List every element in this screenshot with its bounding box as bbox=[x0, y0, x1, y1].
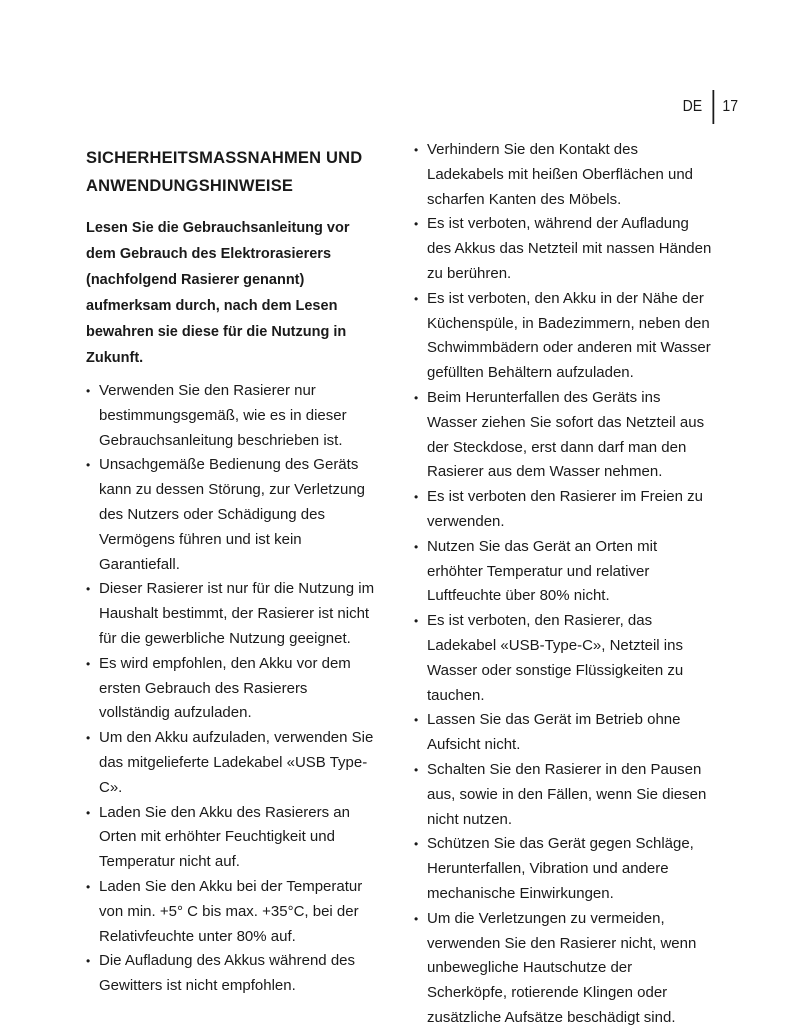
list-item: • Es wird empfohlen, den Akku vor dem ersten Gebrauch des Rasierers vollständig aufzuladen. bbox=[86, 652, 382, 726]
safety-list-left bbox=[86, 379, 382, 999]
list-item: • Schalten Sie den Rasierer in den Pausen aus, sowie in den Fällen, wenn Sie diesen nicht nutzen. bbox=[414, 758, 714, 832]
list-item: • Um die Verletzungen zu vermeiden, verwenden Sie den Rasierer nicht, wenn unbewegliche Hautschutze der Scherköpfe, rotierende Klingen oder zusätzliche Aufsätze beschädigt sind. bbox=[414, 907, 714, 1031]
list-item: • Die Aufladung des Akkus während des Gewitters ist nicht empfohlen. bbox=[86, 949, 382, 999]
list-item: • Beim Herunterfallen des Geräts ins Wasser ziehen Sie sofort das Netzteil aus der Steckdose, erst dann darf man den Rasierer aus dem Wasser nehmen. bbox=[414, 386, 714, 485]
list-item: • Laden Sie den Akku des Rasierers an Orten mit erhöhter Feuchtigkeit und Temperatur nicht auf. bbox=[86, 801, 382, 875]
list-item: • Dieser Rasierer ist nur für die Nutzung im Haushalt bestimmt, der Rasierer ist nicht für die gewerbliche Nutzung geeignet. bbox=[86, 577, 382, 651]
list-item: • Verwenden Sie den Rasierer nur bestimmungsgemäß, wie es in dieser Gebrauchsanleitung beschrieben ist. bbox=[86, 379, 382, 453]
section-title: SICHERHEITSMASSNAHMEN UND ANWENDUNGSHINWEISE bbox=[86, 149, 363, 195]
list-item: • Um den Akku aufzuladen, verwenden Sie das mitgelieferte Ladekabel «USB Type-C». bbox=[86, 726, 382, 800]
intro-paragraph: Lesen Sie die Gebrauchsanleitung vor dem Gebrauch des Elektrorasierers (nachfolgend Rasierer genannt) aufmerksam durch, nach dem Lesen bewahren sie diese für die Nutzung in Zukunft. bbox=[86, 220, 350, 366]
list-item: • Nutzen Sie das Gerät an Orten mit erhöhter Temperatur und relativer Luftfeuchte über 80% nicht. bbox=[414, 535, 714, 609]
list-item: • Laden Sie den Akku bei der Temperatur von min. +5° C bis max. +35°C, bei der Relativfeuchte unter 80% auf. bbox=[86, 875, 382, 949]
safety-list-right bbox=[414, 138, 714, 1031]
list-item: • Schützen Sie das Gerät gegen Schläge, Herunterfallen, Vibration und andere mechanische Einwirkungen. bbox=[414, 832, 714, 906]
list-item: • Lassen Sie das Gerät im Betrieb ohne Aufsicht nicht. bbox=[414, 708, 714, 758]
list-item: • Es ist verboten, während der Aufladung des Akkus das Netzteil mit nassen Händen zu berühren. bbox=[414, 212, 714, 286]
page-header bbox=[683, 90, 738, 124]
list-item: • Es ist verboten den Rasierer im Freien zu verwenden. bbox=[414, 485, 714, 535]
list-item: • Es ist verboten, den Akku in der Nähe der Küchenspüle, in Badezimmern, neben den Schwimmbädern oder anderen mit Wasser gefüllten Behältern aufzuladen. bbox=[414, 287, 714, 386]
language-code: DE bbox=[682, 98, 703, 115]
list-item: • Es ist verboten, den Rasierer, das Ladekabel «USB-Type-C», Netzteil ins Wasser oder sonstige Flüssigkeiten zu tauchen. bbox=[414, 609, 714, 708]
page-number: 17 bbox=[722, 98, 738, 115]
list-item: • Unsachgemäße Bedienung des Geräts kann zu dessen Störung, zur Verletzung des Nutzers oder Schädigung des Vermögens führen und ist kein Garantiefall. bbox=[86, 453, 382, 577]
list-item: • Verhindern Sie den Kontakt des Ladekabels mit heißen Oberflächen und scharfen Kanten des Möbels. bbox=[414, 138, 714, 212]
right-column bbox=[414, 138, 714, 1031]
left-column bbox=[86, 138, 382, 999]
header-divider bbox=[713, 90, 715, 124]
